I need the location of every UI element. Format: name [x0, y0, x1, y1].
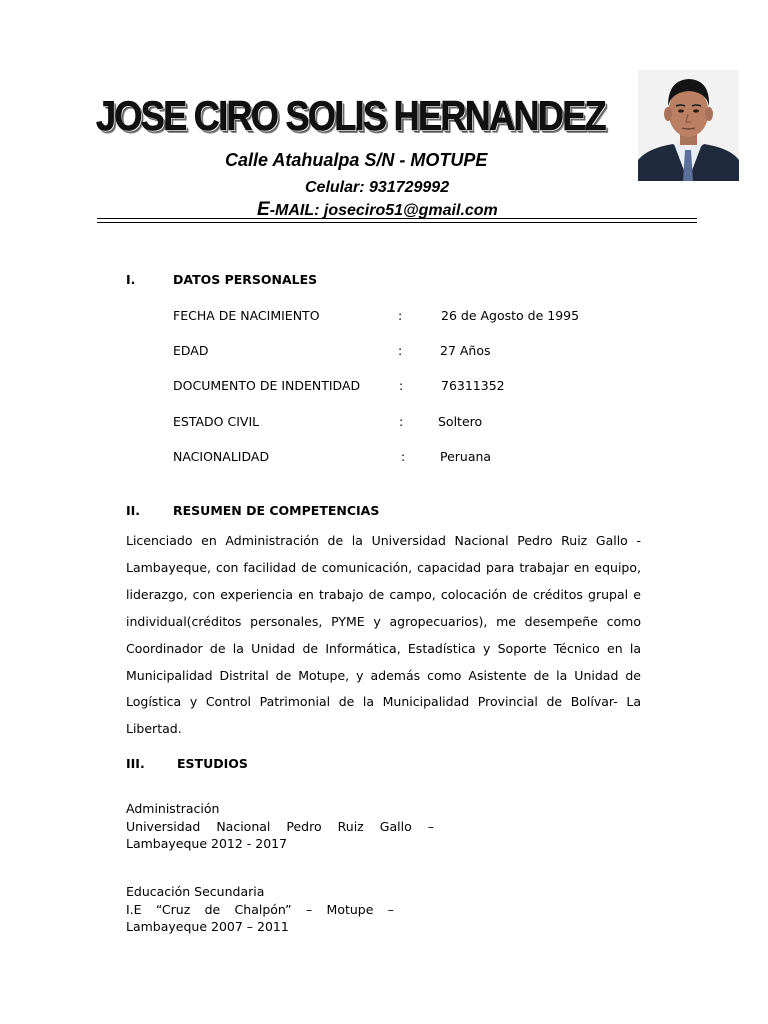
study-period: Lambayeque 2007 – 2011 [126, 919, 289, 934]
study-degree: Educación Secundaria [126, 884, 265, 899]
study-period: Lambayeque 2012 - 2017 [126, 836, 288, 851]
phone: Celular: 931729992 [305, 179, 450, 196]
profile-photo [638, 70, 739, 181]
personal-value: 76311352 [441, 378, 505, 393]
profile-photo-drawing [638, 70, 739, 181]
personal-value: Peruana [440, 449, 492, 464]
study-degree: Administración [126, 801, 220, 816]
personal-label: NACIONALIDAD [173, 449, 270, 464]
personal-value: 27 Años [440, 343, 491, 358]
section-number: III. [126, 756, 145, 771]
personal-label: DOCUMENTO DE INDENTIDAD [173, 378, 361, 393]
section-title-personal: DATOS PERSONALES [173, 272, 318, 287]
personal-colon: : [401, 449, 406, 464]
personal-colon: : [398, 343, 403, 358]
cv-name: JOSE CIRO SOLIS HERNANDEZ [96, 92, 605, 139]
study-institution: I.E “Cruz de Chalpón” – Motupe – [126, 901, 394, 917]
personal-label: ESTADO CIVIL [173, 414, 260, 429]
section-number: I. [126, 272, 136, 287]
email-prefix: E [257, 199, 270, 220]
personal-label: EDAD [173, 343, 209, 358]
summary-paragraph: Licenciado en Administración de la Universidad Nacional Pedro Ruiz Gallo - Lambayeque, con facilidad de comunicación, capacidad para trabajar en equipo, liderazgo, con experiencia en trabajo de campo, colocación de créditos grupal e individual(créditos personales, PYME y agropecuarios), me desempeñe como Coordinador de la Unidad de Informática, Estadística y Soporte Técnico en la Municipalidad Distrital de Motupe, y además como Asistente de la Unidad de Logística y Control Patrimonial de la Municipalidad Provincial de Bolívar- La Libertad. [126, 533, 641, 737]
personal-value: Soltero [438, 414, 483, 429]
section-number: II. [126, 503, 141, 518]
personal-colon: : [399, 378, 404, 393]
address: Calle Atahualpa S/N - MOTUPE [225, 150, 488, 170]
section-title-studies: ESTUDIOS [177, 756, 248, 771]
email-rest: -MAIL: joseciro51@gmail.com [269, 202, 498, 219]
header-rule-bottom [97, 222, 697, 223]
personal-value: 26 de Agosto de 1995 [441, 308, 580, 323]
personal-label: FECHA DE NACIMIENTO [173, 308, 320, 323]
header-rule-top [97, 218, 697, 219]
study-item [126, 800, 434, 853]
study-institution: Universidad Nacional Pedro Ruiz Gallo – [126, 818, 434, 834]
section-title-summary: RESUMEN DE COMPETENCIAS [173, 503, 380, 518]
study-item [126, 883, 394, 936]
personal-colon: : [398, 308, 403, 323]
personal-colon: : [399, 414, 404, 429]
